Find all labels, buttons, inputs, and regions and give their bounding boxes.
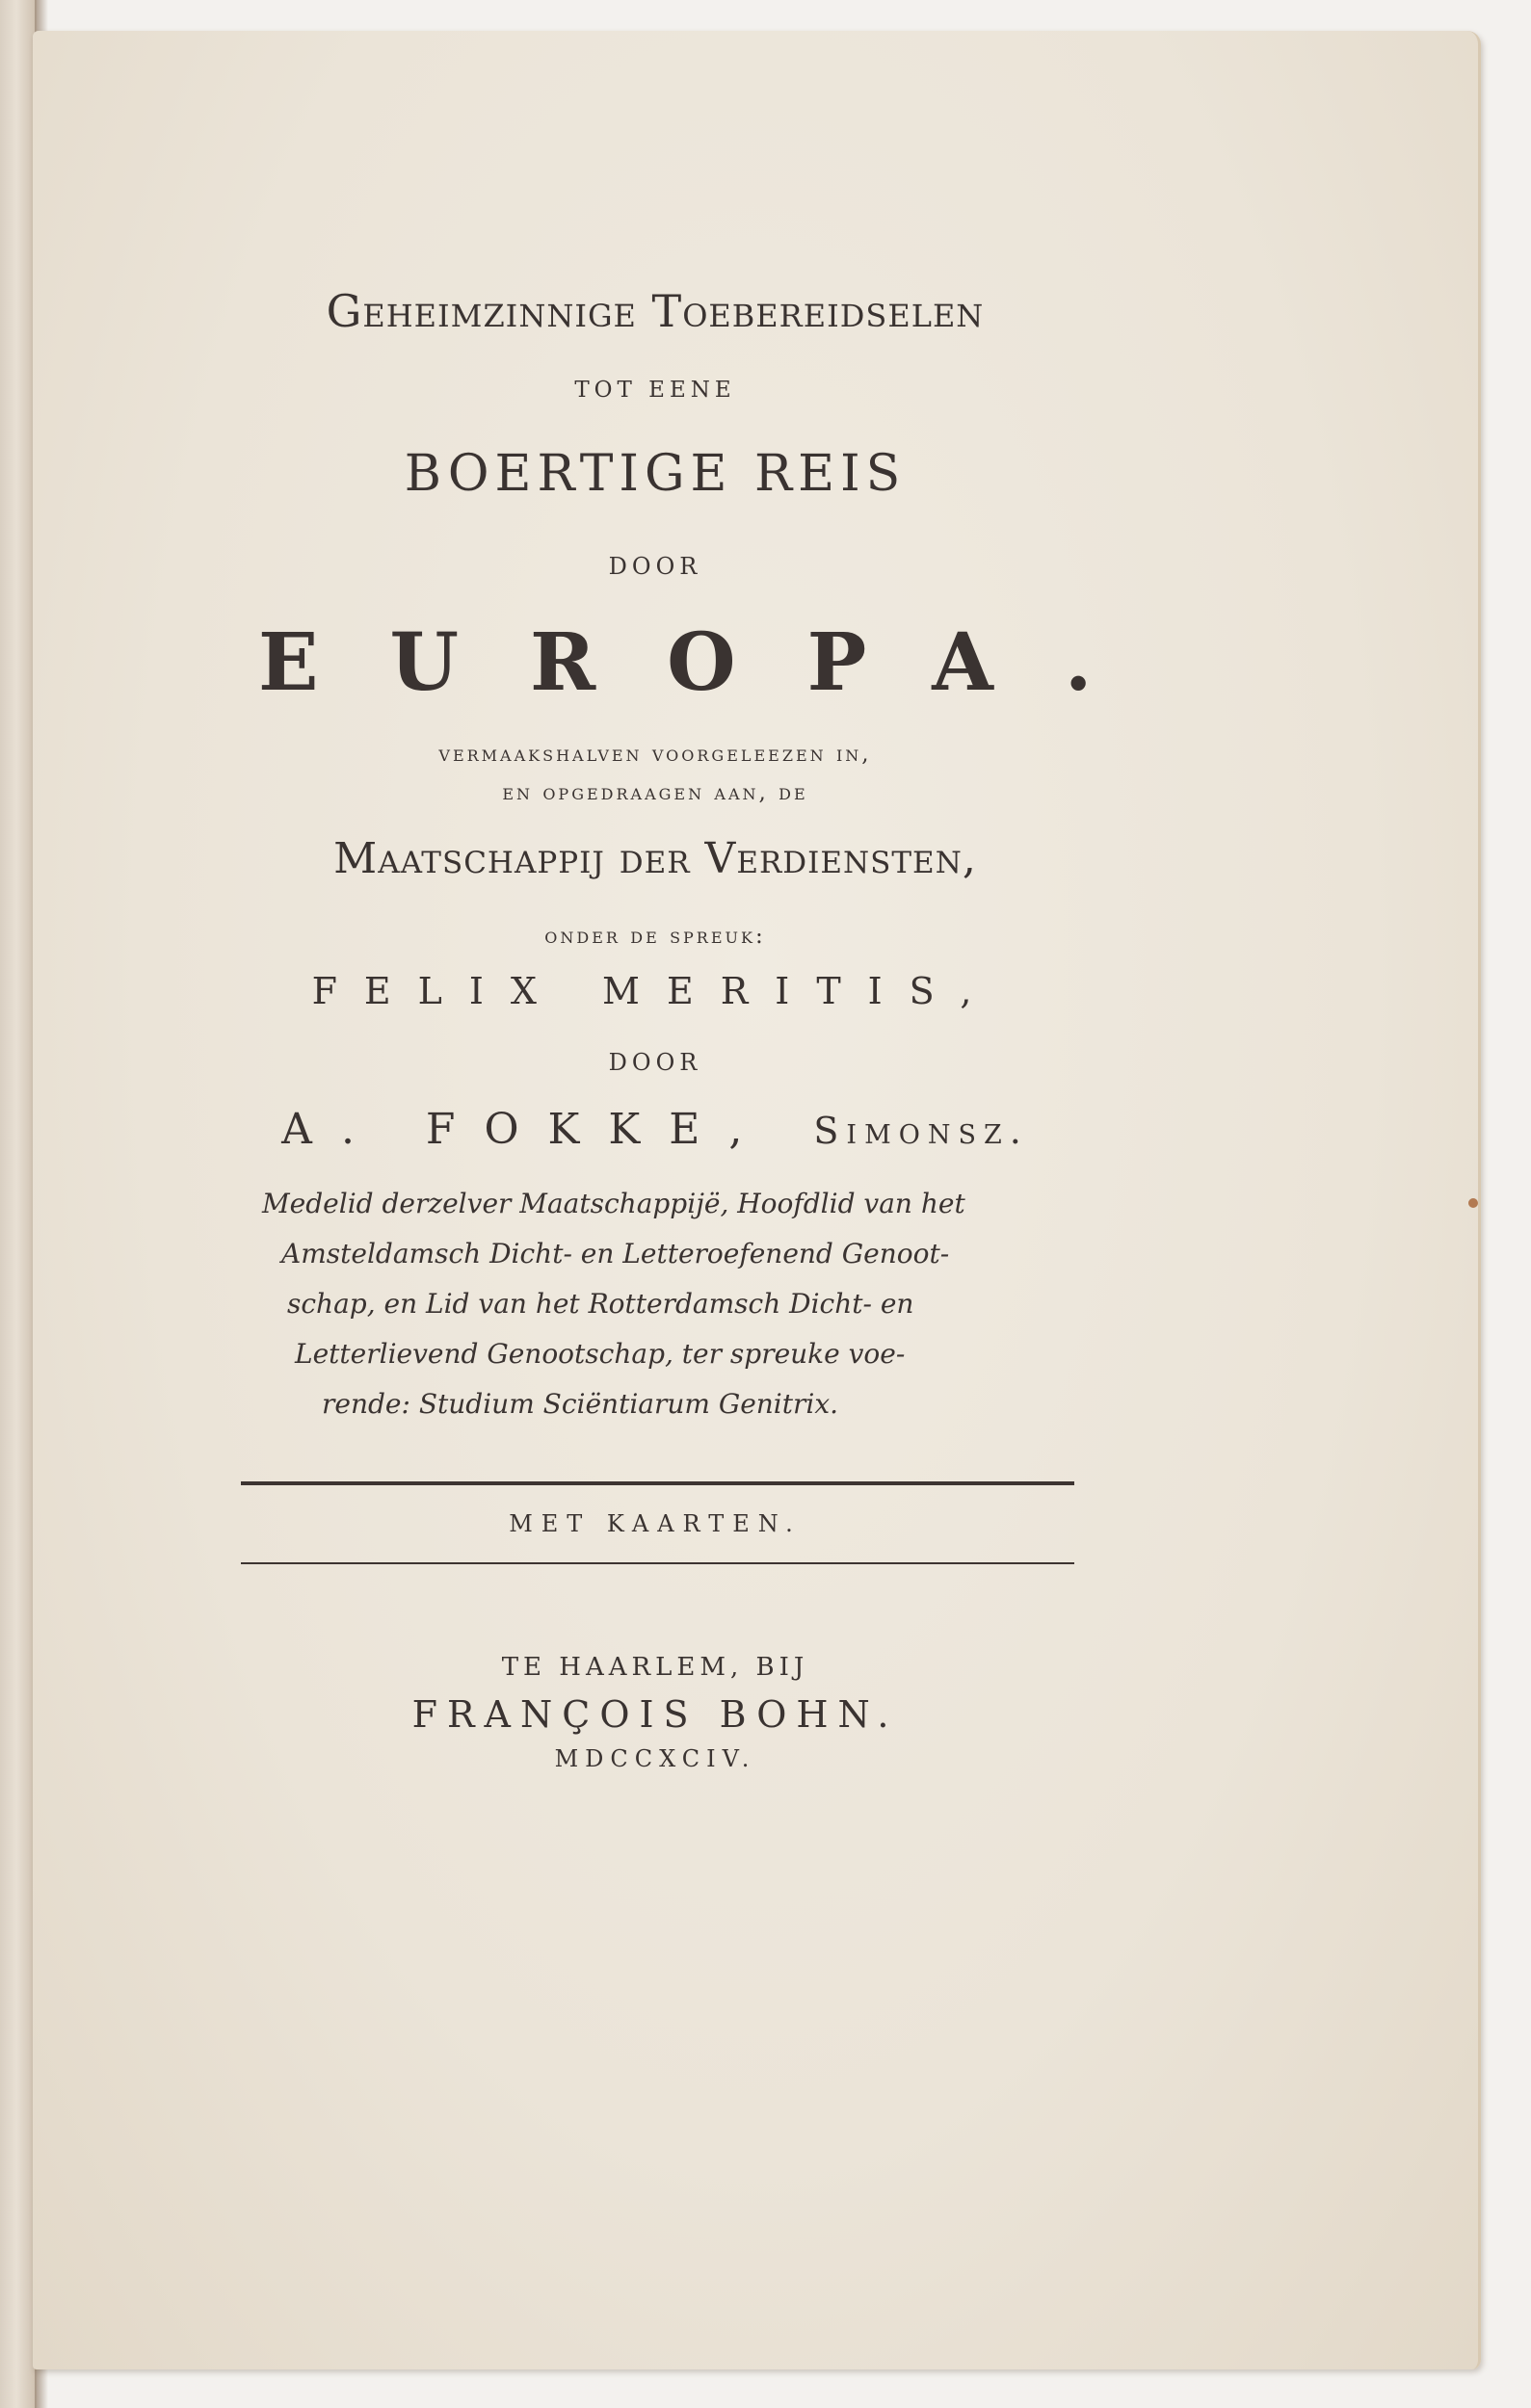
description-line: Letterlievend Genootschap, ter spreuke voe-: [295, 1338, 906, 1370]
maps-note: MET KAARTEN.: [509, 1510, 802, 1537]
publication-year: MDCCXCIV.: [554, 1745, 756, 1772]
description-line: Amsteldamsch Dicht- en Letteroefenend Genoot-: [281, 1238, 950, 1269]
title-line-4: DOOR: [608, 553, 702, 580]
motto: FELIX MERITIS,: [311, 970, 999, 1012]
author-line: [212, 1105, 1098, 1154]
society-name: Maatschappij der Verdiensten,: [333, 834, 977, 883]
paper-speck: [1468, 1198, 1478, 1208]
top-rule: [241, 1481, 1074, 1485]
publisher-name: FRANÇOIS BOHN.: [411, 1693, 899, 1736]
author-description: [212, 1179, 1098, 1429]
by-line: DOOR: [608, 1049, 702, 1076]
description-line: Medelid derzelver Maatschappijë, Hoofdlid van het: [262, 1188, 965, 1219]
left-page-edge: [0, 0, 37, 2408]
dedication-line-2: en opgedraagen aan, de: [502, 780, 808, 805]
author-suffix: Simonsz.: [813, 1110, 1029, 1152]
dedication-line-1: vermaakshalven voorgeleezen in,: [438, 742, 872, 767]
description-line: schap, en Lid van het Rotterdamsch Dicht- en: [287, 1288, 914, 1320]
title-page-text: [212, 241, 1164, 1772]
author-name: A. FOKKE,: [281, 1105, 772, 1154]
title-line-3: BOERTIGE REIS: [404, 445, 907, 503]
description-line: rende: Studium Sciëntiarum Genitrix.: [322, 1388, 839, 1420]
motto-intro: onder de spreuk:: [544, 924, 766, 949]
title-line-2: TOT EENE: [574, 378, 736, 403]
title-line-1: Geheimzinnige Toebereidselen: [326, 285, 985, 337]
imprint-place: TE HAARLEM, BIJ: [501, 1653, 809, 1682]
bottom-rule: [241, 1562, 1074, 1564]
title-europa: EUROPA.: [258, 616, 1164, 709]
